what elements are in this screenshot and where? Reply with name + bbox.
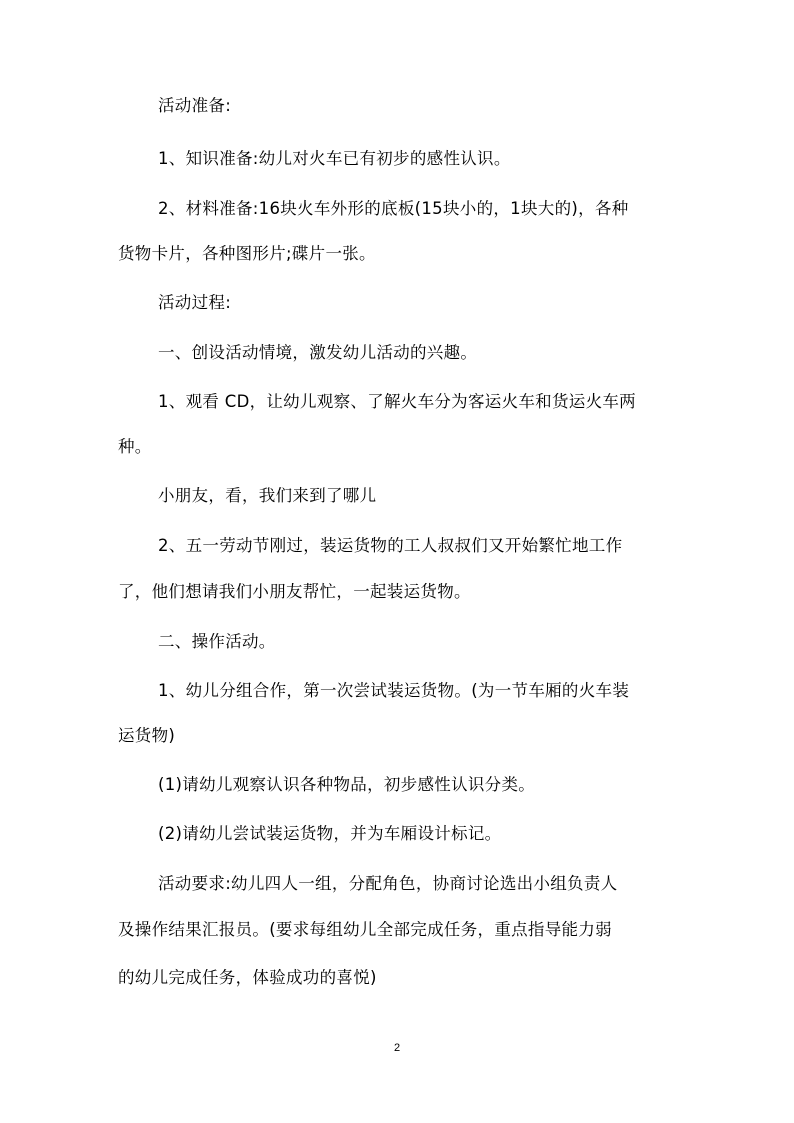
paragraph-line: 活动准备: [158,96,232,115]
paragraph-line: 2、五一劳动节刚过，装运货物的工人叔叔们又开始繁忙地工作 [158,536,623,555]
paragraph-line: 的幼儿完成任务，体验成功的喜悦) [118,968,377,987]
paragraph-line: 活动要求:幼儿四人一组，分配角色，协商讨论选出小组负责人 [158,874,618,893]
paragraph-line: (1)请幼儿观察认识各种物品，初步感性认识分类。 [158,775,536,794]
paragraph-line: (2)请幼儿尝试装运货物，并为车厢设计标记。 [158,824,502,843]
paragraph-line: 活动过程: [158,293,232,312]
paragraph-line: 1、观看 CD，让幼儿观察、了解火车分为客运火车和货运火车两 [158,392,636,411]
paragraph-line: 了，他们想请我们小朋友帮忙，一起装运货物。 [118,582,471,601]
paragraph-line: 1、幼儿分组合作，第一次尝试装运货物。(为一节车厢的火车装 [158,681,630,700]
paragraph-line: 种。 [118,437,152,456]
paragraph-line: 1、知识准备:幼儿对火车已有初步的感性认识。 [158,149,511,168]
paragraph-line: 货物卡片，各种图形片;碟片一张。 [118,244,376,263]
paragraph-line: 运货物) [118,726,176,745]
paragraph-line: 小朋友，看，我们来到了哪儿 [158,486,377,505]
paragraph-line: 一、创设活动情境，激发幼儿活动的兴趣。 [158,343,478,362]
paragraph-line: 二、操作活动。 [158,632,276,651]
paragraph-line: 及操作结果汇报员。(要求每组幼儿全部完成任务，重点指导能力弱 [118,920,612,939]
paragraph-line: 2、材料准备:16块火车外形的底板(15块小的，1块大的)，各种 [158,199,629,218]
page-number: 2 [393,1042,401,1054]
